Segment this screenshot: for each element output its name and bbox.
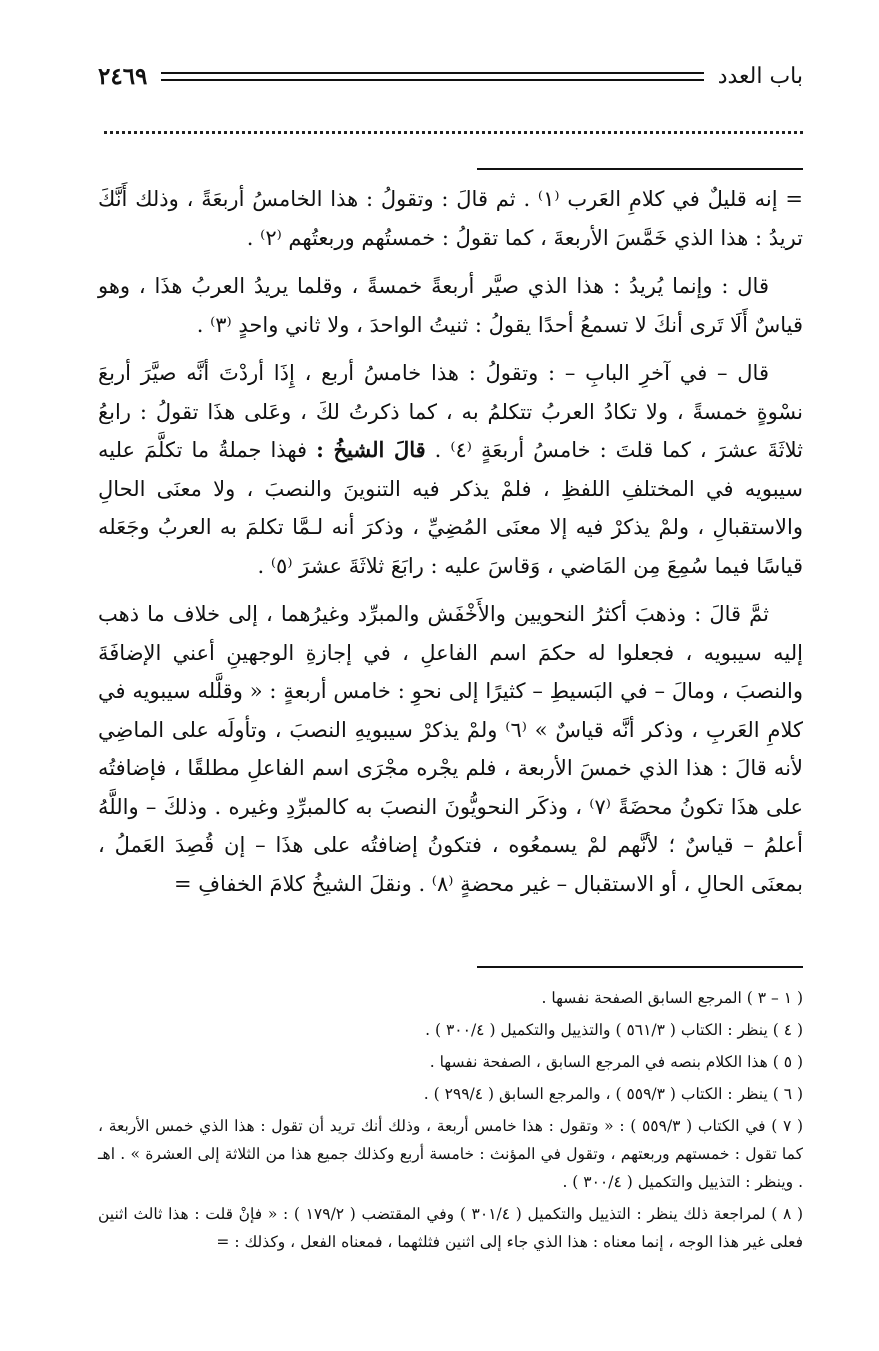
paragraph-1: = إنه قليلٌ في كلامِ العَرب ⁽١⁾ . ثم قالَ : وتقولُ : هذا الخامسُ أربعَةً ، وذلك أَنَّكَ تريدُ : هذا الذي خَمَّسَ الأربعةَ ، كما تقولُ : خمستُهم وربعتُهم ⁽٢⁾ . <box>98 187 803 250</box>
paragraph-3-part-b: فهذا جملةُ ما تكلَّمَ عليه سيبويه في المختلفِ اللفظِ ، فلمْ يذكر فيه التنوينَ والنصبَ ، ولا معنَى الحالِ والاستقبالِ ، ولمْ يذكرْ فيه إلا معنَى المُضِيِّ ، وذكرَ أنه لـمَّا تكلمَ به العربُ وجَعَله قياسًا فيما سُمِعَ مِن المَاضي ، وَقاسَ عليه : رابَعَ ثلاثَةَ عشرَ ⁽٥⁾ . <box>98 438 803 578</box>
footnote-5: ( ٥ ) هذا الكلام بنصه في المرجع السابق ، الصفحة نفسها . <box>429 1053 803 1071</box>
header-rule <box>161 72 703 81</box>
footnote-8: ( ٨ ) لمراجعة ذلك ينظر : التذييل والتكميل ( ٣٠١/٤ ) وفي المقتضب ( ١٧٩/٢ ) : « فإنْ قلت : هذا ثالث اثنين فعلى غير هذا الوجه ، إنما معناه : هذا الذي جاء إلى اثنين فثلثهما ، فمعناه الفعل ، وكذلك : = <box>98 1205 803 1251</box>
dotted-separator <box>104 131 803 134</box>
sheikh-label: قالَ الشيخُ : <box>316 437 426 462</box>
main-text <box>98 180 803 913</box>
footnotes <box>98 984 803 1260</box>
page-number: ٢٤٦٩ <box>98 62 148 90</box>
paragraph-2: قال : وإنما يُريدُ : هذا الذي صيَّر أربعةً خمسةً ، وقلما يريدُ العربُ هذَا ، وهو قياسٌ أَلَا تَرى أنكَ لا تسمعُ أحدًا يقولُ : ثنيتُ الواحدَ ، ولا ثاني واحدٍ ⁽٣⁾ . <box>98 274 803 337</box>
paragraph-4: ثمَّ قالَ : وذهبَ أكثرُ النحويين والأَخْفَش والمبرِّد وغيرُهما ، إلى خلاف ما ذهب إليه سيبويه ، فجعلوا له حكمَ اسم الفاعلِ ، في إجازةِ الوجهينِ أعني الإضافَةَ والنصبَ ، ومالَ – في البَسيطِ – كثيرًا إلى نحوِ : خامس أربعةٍ : « وقلَّله سيبويه في كلامِ العَربِ ، وذكر أنَّه قياسٌ » ⁽٦⁾ ولمْ يذكرْ سيبويهِ النصبَ ، وتأولَه على الماضِي لأنه قالَ : هذا الذي خمسَ الأربعة ، فلم يجْره مجْرَى اسم الفاعلِ مطلقًا ، فإضافتُه على هذَا تكونُ محضَةً ⁽٧⁾ ، وذكَر النحويُّونَ النصبَ به كالمبرِّدِ وغيره . وذلكَ – واللَّهُ أعلمُ – قياسٌ ؛ لأنَّهم لمْ يسمعُوه ، فتكونُ إضافتُه على هذَا – إن قُصِدَ العَملُ ، بمعنَى الحالِ ، أو الاستقبال – غير محضةٍ ⁽٨⁾ . ونقلَ الشيخُ كلامَ الخفافِ = <box>98 602 803 896</box>
footnote-4: ( ٤ ) ينظر : الكتاب ( ٥٦١/٣ ) والتذييل والتكميل ( ٣٠٠/٤ ) . <box>425 1021 803 1039</box>
footnote-6: ( ٦ ) ينظر : الكتاب ( ٥٥٩/٣ ) ، والمرجع السابق ( ٢٩٩/٤ ) . <box>423 1085 803 1103</box>
paragraph-3 <box>98 354 803 585</box>
paragraph-3-part-a: قال – في آخرِ البابِ – : وتقولُ : هذا خامسُ أربع ، إِذَا أردْتَ أنَّه صيَّرَ أربعَ نسْوةٍ خمسةً ، ولا تكادُ العربُ تتكلمُ به ، كما ذكرتُ لكَ ، وعَلى هذَا تقولُ : رابعُ ثلاثَةَ عشرَ ، كما قلتَ : خامسُ أربعَةٍ ⁽٤⁾ . <box>98 361 803 462</box>
continuation-rule <box>477 168 803 170</box>
footnote-rule <box>477 966 803 968</box>
running-header <box>98 58 803 94</box>
chapter-title: باب العدد <box>717 63 803 89</box>
footnote-1-3: ( ١ – ٣ ) المرجع السابق الصفحة نفسها . <box>541 989 803 1007</box>
footnote-7: ( ٧ ) في الكتاب ( ٥٥٩/٣ ) : « وتقول : هذا خامس أربعة ، وذلك أنك تريد أن تقول : هذا الذي خمس الأربعة ، كما تقول : خمستهم وربعتهم ، وتقول في المؤنث : خامسة أربع وكذلك جميع هذا من الثلاثة إلى العشرة » . اهـ . وينظر : التذييل والتكميل ( ٣٠٠/٤ ) . <box>98 1117 803 1191</box>
